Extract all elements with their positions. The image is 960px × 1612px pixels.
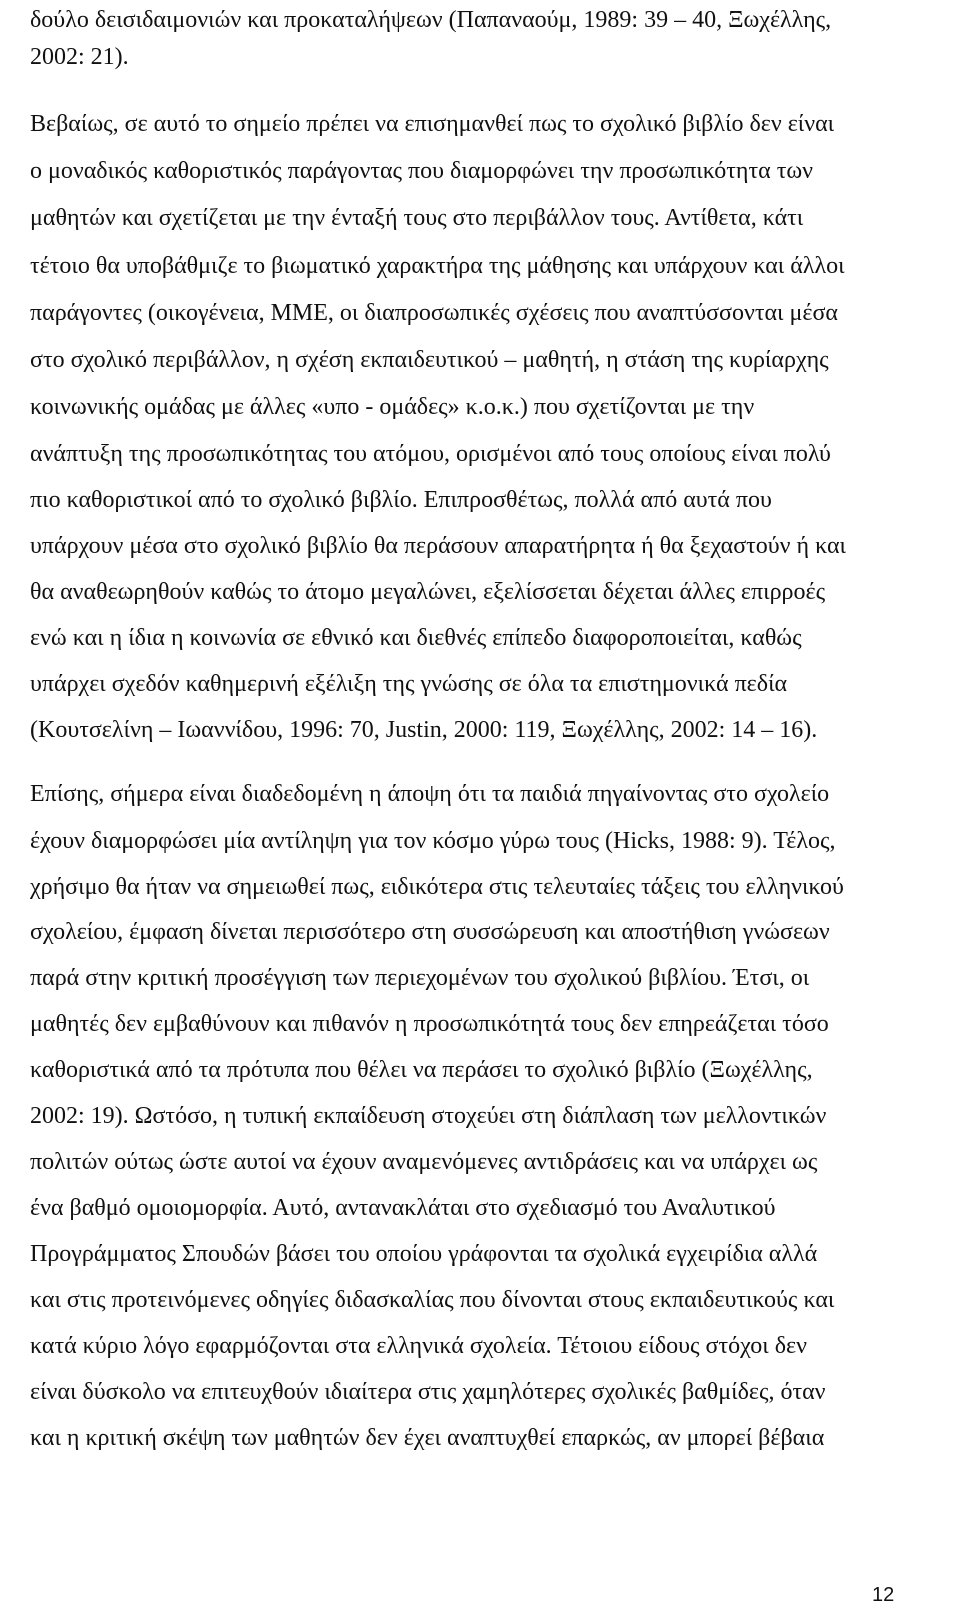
text-line: παρά στην κριτική προσέγγιση των περιεχομένων του σχολικού βιβλίου. Έτσι, οι bbox=[30, 965, 810, 991]
text-line: κατά κύριο λόγο εφαρμόζονται στα ελληνικά σχολεία. Τέτοιου είδους στόχοι δεν bbox=[30, 1333, 807, 1359]
text-line: μαθητών και σχετίζεται με την ένταξή τους στο περιβάλλον τους. Αντίθετα, κάτι bbox=[30, 205, 804, 231]
text-line: Επίσης, σήμερα είναι διαδεδομένη η άποψη ότι τα παιδιά πηγαίνοντας στο σχολείο bbox=[30, 781, 830, 807]
text-line: υπάρχουν μέσα στο σχολικό βιβλίο θα περάσουν απαρατήρητα ή θα ξεχαστούν ή και bbox=[30, 533, 846, 559]
text-line: τέτοιο θα υποβάθμιζε το βιωματικό χαρακτήρα της μάθησης και υπάρχουν και άλλοι bbox=[30, 253, 845, 279]
text-line: Βεβαίως, σε αυτό το σημείο πρέπει να επισημανθεί πως το σχολικό βιβλίο δεν είναι bbox=[30, 111, 835, 137]
text-line: δούλο δεισιδαιμονιών και προκαταλήψεων (Παπαναούμ, 1989: 39 – 40, Ξωχέλλης, bbox=[30, 7, 832, 33]
text-line: ο μοναδικός καθοριστικός παράγοντας που διαμορφώνει την προσωπικότητα των bbox=[30, 158, 813, 184]
text-line: έχουν διαμορφώσει μία αντίληψη για τον κόσμο γύρω τους (Hicks, 1988: 9). Τέλος, bbox=[30, 828, 836, 854]
text-line: 2002: 19). Ωστόσο, η τυπική εκπαίδευση στοχεύει στη διάπλαση των μελλοντικών bbox=[30, 1103, 827, 1129]
text-line: είναι δύσκολο να επιτευχθούν ιδιαίτερα στις χαμηλότερες σχολικές βαθμίδες, όταν bbox=[30, 1379, 826, 1405]
text-line: κοινωνικής ομάδας με άλλες «υπο - ομάδες» κ.ο.κ.) που σχετίζονται με την bbox=[30, 394, 755, 420]
text-line: ένα βαθμό ομοιομορφία. Αυτό, αντανακλάται στο σχεδιασμό του Αναλυτικού bbox=[30, 1195, 776, 1221]
text-line: υπάρχει σχεδόν καθημερινή εξέλιξη της γνώσης σε όλα τα επιστημονικά πεδία bbox=[30, 671, 788, 697]
text-line: ανάπτυξη της προσωπικότητας του ατόμου, ορισμένοι από τους οποίους είναι πολύ bbox=[30, 441, 831, 467]
text-line: πιο καθοριστικοί από το σχολικό βιβλίο. Επιπροσθέτως, πολλά από αυτά που bbox=[30, 487, 772, 513]
text-line: καθοριστικά από τα πρότυπα που θέλει να περάσει το σχολικό βιβλίο (Ξωχέλλης, bbox=[30, 1057, 813, 1083]
text-line: μαθητές δεν εμβαθύνουν και πιθανόν η προσωπικότητά τους δεν επηρεάζεται τόσο bbox=[30, 1011, 829, 1037]
text-line: Προγράμματος Σπουδών βάσει του οποίου γράφονται τα σχολικά εγχειρίδια αλλά bbox=[30, 1241, 818, 1267]
text-line: θα αναθεωρηθούν καθώς το άτομο μεγαλώνει, εξελίσσεται δέχεται άλλες επιρροές bbox=[30, 579, 826, 605]
text-line: παράγοντες (οικογένεια, ΜΜΕ, οι διαπροσωπικές σχέσεις που αναπτύσσονται μέσα bbox=[30, 300, 838, 326]
text-line: και στις προτεινόμενες οδηγίες διδασκαλίας που δίνονται στους εκπαιδευτικούς και bbox=[30, 1287, 835, 1313]
text-line: πολιτών ούτως ώστε αυτοί να έχουν αναμενόμενες αντιδράσεις και να υπάρχει ως bbox=[30, 1149, 818, 1175]
text-line: (Κουτσελίνη – Ιωαννίδου, 1996: 70, Justin, 2000: 119, Ξωχέλλης, 2002: 14 – 16). bbox=[30, 717, 818, 743]
text-line: χρήσιμο θα ήταν να σημειωθεί πως, ειδικότερα στις τελευταίες τάξεις του ελληνικού bbox=[30, 874, 844, 900]
text-line: σχολείου, έμφαση δίνεται περισσότερο στη συσσώρευση και αποστήθιση γνώσεων bbox=[30, 919, 830, 945]
text-line: και η κριτική σκέψη των μαθητών δεν έχει αναπτυχθεί επαρκώς, αν μπορεί βέβαια bbox=[30, 1425, 825, 1451]
page-number: 12 bbox=[872, 1584, 895, 1606]
text-line: ενώ και η ίδια η κοινωνία σε εθνικό και διεθνές επίπεδο διαφοροποιείται, καθώς bbox=[30, 625, 802, 651]
text-line: στο σχολικό περιβάλλον, η σχέση εκπαιδευτικού – μαθητή, η στάση της κυρίαρχης bbox=[30, 347, 829, 373]
text-line: 2002: 21). bbox=[30, 44, 129, 70]
